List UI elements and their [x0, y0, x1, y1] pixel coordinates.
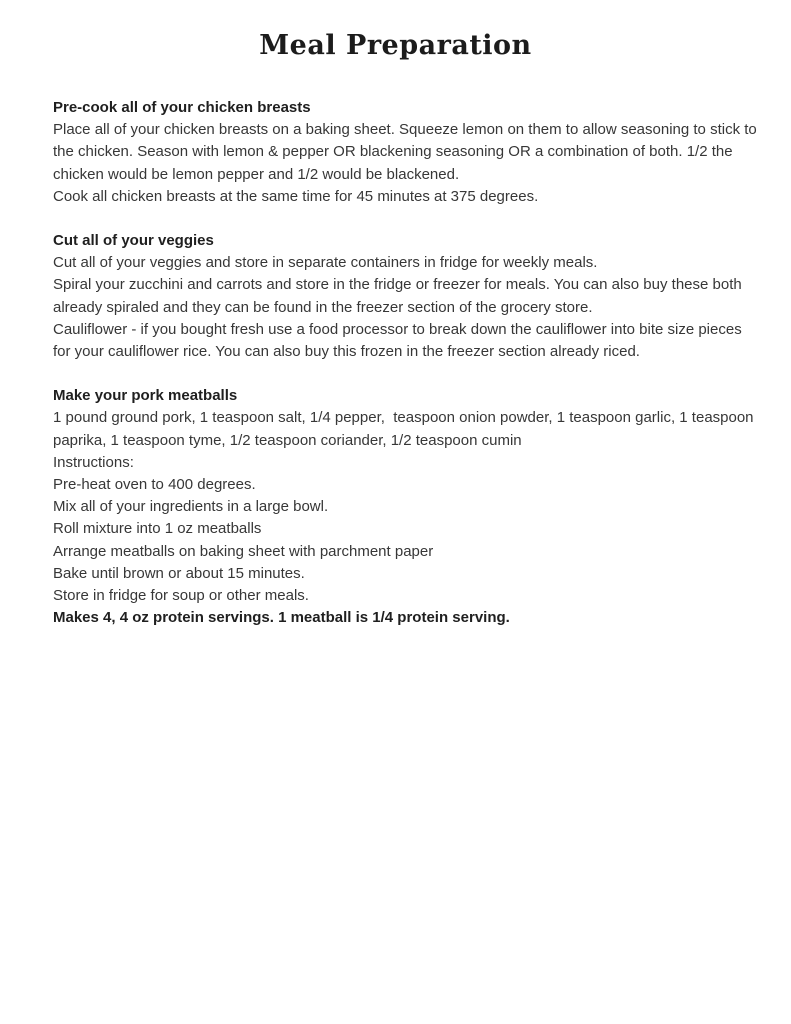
paragraph-chicken-2: Cook all chicken breasts at the same time for 45 minutes at 375 degrees. — [53, 187, 539, 205]
paragraph-chicken-1: Place all of your chicken breasts on a baking sheet. Squeeze lemon on them to allow seasoning to stick to the chicken. Season with lemon & pepper OR blackening seasoning OR a combination of both. 1/2 the chicken would be lemon pepper and 1/2 would be blackened. — [53, 121, 761, 183]
paragraph-meatballs-step-preheat: Pre-heat oven to 400 degrees. — [53, 476, 256, 494]
paragraph-meatballs-step-store: Store in fridge for soup or other meals. — [53, 587, 309, 605]
paragraph-meatballs-ingredients: 1 pound ground pork, 1 teaspoon salt, 1/4 pepper, teaspoon onion powder, 1 teaspoon garlic, 1 teaspoon paprika, 1 teaspoon tyme, 1/2 teaspoon coriander, 1/2 teaspoon cumin — [53, 409, 758, 449]
section-heading-veggies: Cut all of your veggies — [53, 232, 214, 250]
paragraph-meatballs-instructions-label: Instructions: — [53, 453, 134, 471]
paragraph-veggies-3: Cauliflower - if you bought fresh use a food processor to break down the cauliflower into bite size pieces for your cauliflower rice. You can also buy this frozen in the freezer section already riced. — [53, 320, 746, 361]
section-veggies — [53, 230, 760, 363]
paragraph-veggies-1: Cut all of your veggies and store in separate containers in fridge for weekly meals. — [53, 254, 598, 272]
section-heading-meatballs: Make your pork meatballs — [53, 387, 238, 405]
paragraph-veggies-2: Spiral your zucchini and carrots and store in the fridge or freezer for meals. You can also buy these both already spiraled and they can be found in the freezer section of the grocery store. — [53, 276, 746, 316]
paragraph-meatballs-step-mix: Mix all of your ingredients in a large bowl. — [53, 498, 329, 516]
document-body — [53, 97, 760, 629]
paragraph-meatballs-step-arrange: Arrange meatballs on baking sheet with parchment paper — [53, 542, 434, 560]
paragraph-meatballs-step-roll: Roll mixture into 1 oz meatballs — [53, 520, 262, 538]
section-meatballs — [53, 385, 760, 629]
section-heading-chicken: Pre-cook all of your chicken breasts — [53, 99, 311, 116]
servings-note: Makes 4, 4 oz protein servings. 1 meatball is 1/4 protein serving. — [53, 609, 510, 627]
paragraph-meatballs-step-bake: Bake until brown or about 15 minutes. — [53, 564, 305, 582]
document-title: Meal Preparation — [259, 30, 532, 61]
section-chicken — [53, 97, 760, 208]
